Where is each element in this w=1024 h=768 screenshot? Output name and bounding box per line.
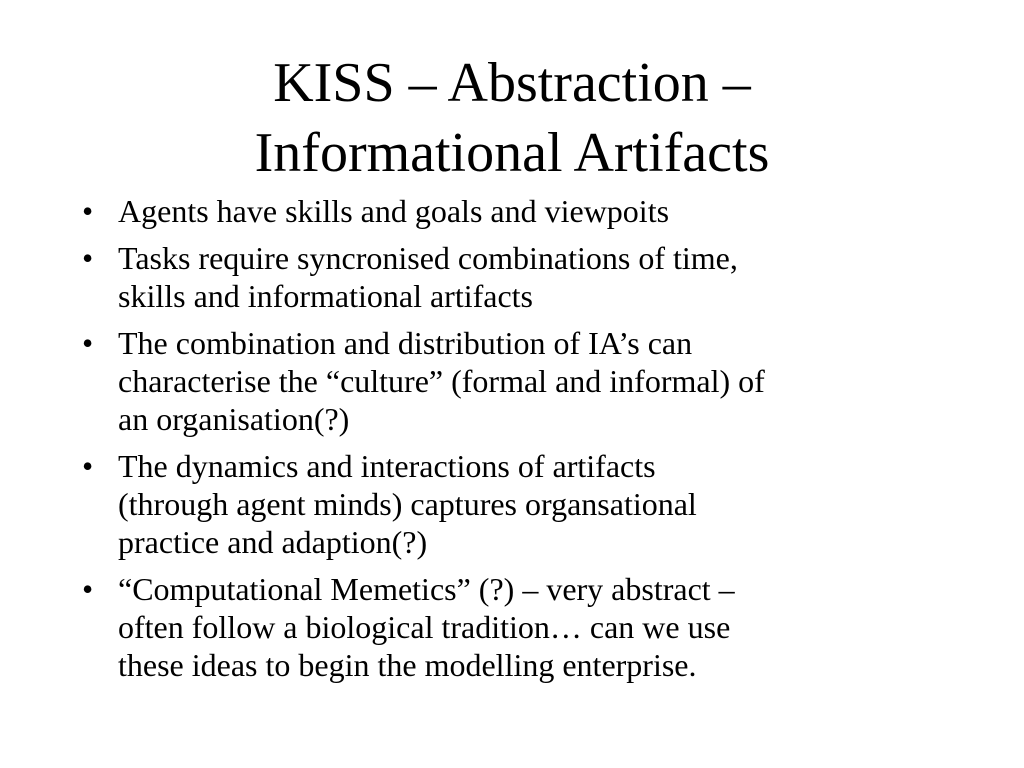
- bullet-text: [118, 570, 958, 684]
- bullet-text-line: characterise the “culture” (formal and informal) of: [118, 363, 765, 399]
- bullet-text-line: The dynamics and interactions of artifacts: [118, 448, 656, 484]
- bullet-text: [118, 239, 958, 315]
- bullet-text-line: (through agent minds) captures organsational: [118, 486, 697, 522]
- bullet-marker: •: [82, 571, 94, 607]
- bullet-text-line: Agents have skills and goals and viewpoits: [118, 193, 670, 229]
- bullet-text-line: practice and adaption(?): [118, 524, 428, 560]
- slide-title-line: Informational Artifacts: [254, 122, 770, 184]
- bullet-text: [118, 192, 958, 230]
- bullet-text-line: “Computational Memetics” (?) – very abstract –: [118, 571, 735, 607]
- bullet-text-line: Tasks require syncronised combinations of time,: [118, 240, 738, 276]
- slide-title: [0, 48, 1024, 188]
- bullet-item: [78, 192, 958, 230]
- bullet-text-line: an organisation(?): [118, 401, 350, 437]
- bullet-text-line: The combination and distribution of IA’s can: [118, 325, 693, 361]
- bullet-text-line: these ideas to begin the modelling enterprise.: [118, 647, 697, 683]
- bullet-marker: •: [82, 193, 94, 229]
- bullet-item: [78, 570, 958, 684]
- bullet-text-line: often follow a biological tradition… can we use: [118, 609, 731, 645]
- bullet-item: [78, 447, 958, 561]
- bullet-marker: •: [82, 448, 94, 484]
- bullet-list: [78, 192, 958, 693]
- bullet-text: [118, 447, 958, 561]
- bullet-marker: •: [82, 325, 94, 361]
- bullet-item: [78, 324, 958, 438]
- slide-title-line: KISS – Abstraction –: [273, 52, 751, 114]
- bullet-text: [118, 324, 958, 438]
- bullet-item: [78, 239, 958, 315]
- bullet-marker: •: [82, 240, 94, 276]
- bullet-text-line: skills and informational artifacts: [118, 278, 533, 314]
